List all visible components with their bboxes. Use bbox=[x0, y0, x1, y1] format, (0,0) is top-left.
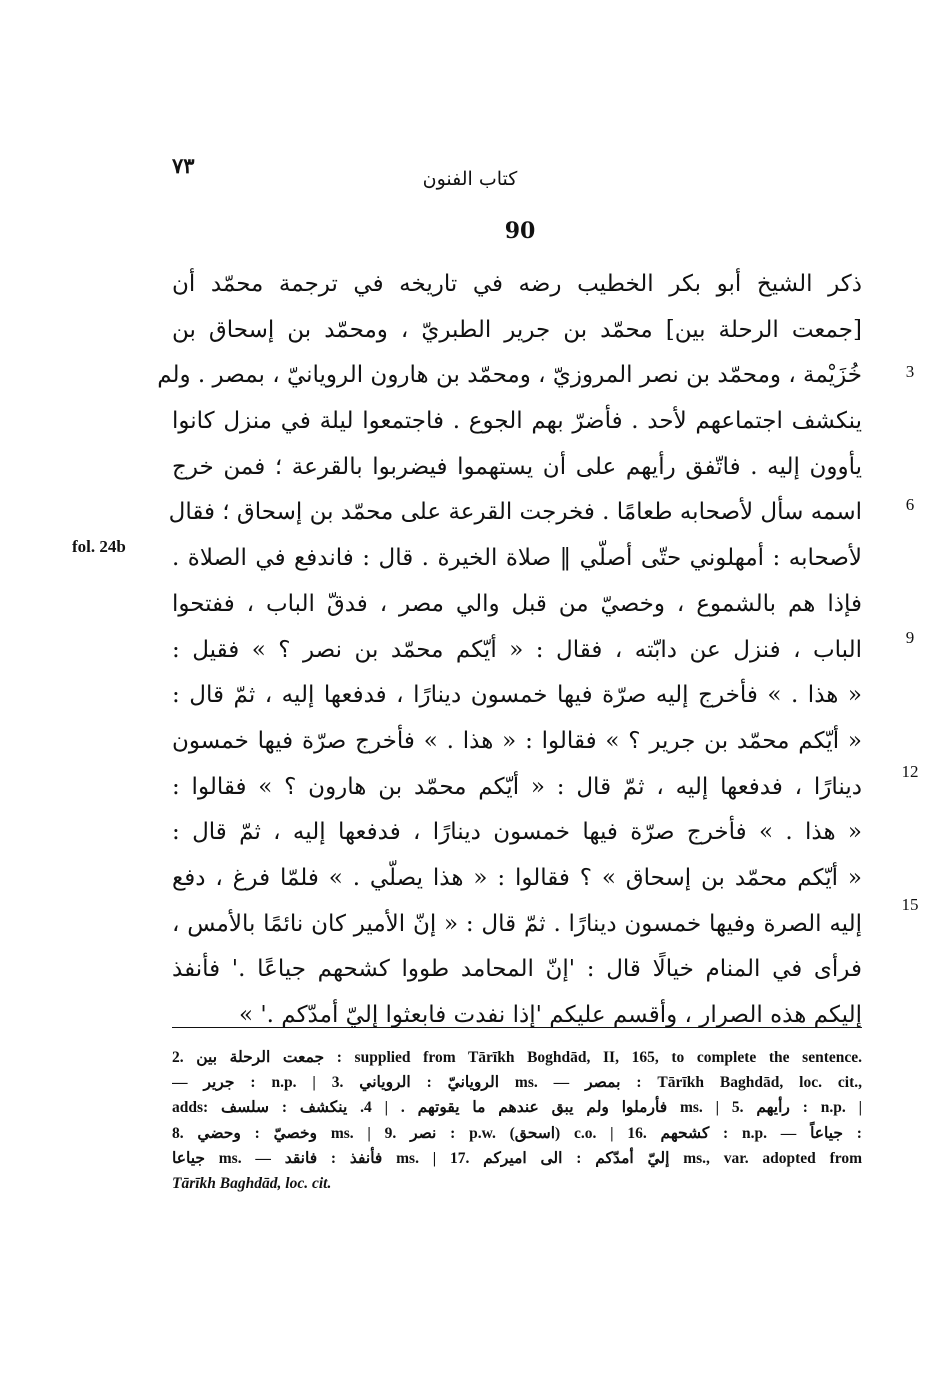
text-line: دينارًا ، فدفعها إليه ، ثمّ قال : « أيّكم محمّد بن هارون ؟ » فقالوا : bbox=[172, 773, 862, 800]
page-number: ٧٣ bbox=[172, 153, 195, 178]
text-line: « هذا . » فأخرج صرّة فيها خمسون دينارًا ، فدفعها إليه ، ثمّ قال : bbox=[172, 819, 862, 846]
text-line: « أيّكم محمّد بن جرير ؟ » فقالوا : « هذا . » فأخرج صرّة فيها خمسون bbox=[172, 727, 862, 754]
text-line: الباب ، فنزل عن دابّته ، فقال : « أيّكم محمّد بن نصر ؟ » فقيل : bbox=[172, 636, 862, 663]
footnote-line: 2. جمعت الرحلة بين : supplied from Tārīkh Boghdād, II, 165, to complete the sentence. bbox=[172, 1049, 862, 1066]
text-line: ينكشف اجتماعهم لأحد . فأضرّ بهم الجوع . فاجتمعوا ليلة في منزل كانوا bbox=[172, 408, 862, 435]
text-line: « هذا . » فأخرج إليه صرّة فيها خمسون دينارًا ، فدفعها إليه ، ثمّ قال : bbox=[172, 682, 862, 709]
line-number: 6 bbox=[905, 495, 915, 514]
folio-marker: fol. 24b bbox=[72, 537, 126, 556]
entry-number: 90 bbox=[504, 218, 536, 244]
line-number: 3 bbox=[905, 362, 915, 381]
text-line: ذكر الشيخ أبو بكر الخطيب رضه في تاريخه في ترجمة محمّد أن bbox=[172, 271, 862, 297]
footnote-line: — جرير : n.p. | 3. الرويانيّ : الروياني ms. — بمصر : Tārīkh Baghdād, loc. cit., bbox=[172, 1074, 862, 1092]
footnote-divider bbox=[172, 1027, 862, 1028]
text-line: « أيّكم محمّد بن إسحاق » ؟ فقالوا : « هذا يصلّي . » فلمّا فرغ ، دفع bbox=[172, 864, 862, 891]
line-number: 15 bbox=[901, 895, 919, 914]
text-line: إليه الصرة وفيها خمسون دينارًا . ثمّ قال : « إنّ الأمير كان نائمًا بالأمس ، bbox=[172, 910, 862, 937]
running-head: كتاب الفنون bbox=[422, 168, 518, 190]
line-number: 9 bbox=[905, 628, 915, 647]
text-line: اسمه سأل لأصحابه طعامًا . فخرجت القرعة على محمّد بن إسحاق ؛ فقال bbox=[168, 499, 862, 526]
footnote-line: adds: فأرملوا ولم يبق عندهم ما يقوتهم . | 4. ينكشف : سلسف ms. | 5. رأيهم : n.p. | bbox=[172, 1099, 862, 1117]
line-number: 12 bbox=[901, 762, 919, 781]
footnote-line: Tārīkh Baghdād, loc. cit. bbox=[172, 1174, 332, 1192]
footnotes bbox=[172, 1045, 862, 1196]
footnote-line: 8. وخصيّ : وحضي ms. | 9. نصر : p.w. (اسحق) c.o. | 16. كشحهم : n.p. — جياعاً : bbox=[172, 1124, 862, 1142]
text-line: يأوون إليه . فاتّفق رأيهم على أن يستهموا فيضربوا بالقرعة ؛ فمن خرج bbox=[172, 453, 862, 480]
text-line: خُزَيْمة ، ومحمّد بن نصر المروزيّ ، ومحمّد بن هارون الرويانيّ ، بمصر . ولم bbox=[157, 362, 862, 389]
text-line: لأصحابه : أمهلوني حتّى أصلّي ‖ صلاة الخيرة . قال : فاندفع في الصلاة . bbox=[172, 545, 862, 572]
text-line: إليكم هذه الصرار ، وأقسم عليكم 'إذا نفدت فابعثوا إليّ أمدّكم .' » bbox=[238, 1002, 862, 1028]
text-line: فرأى في المنام خيالًا قال : 'إنّ المحامد طووا كشحهم جياعًا .' فأنفذ bbox=[172, 956, 862, 983]
text-line: [جمعت الرحلة بين] محمّد بن جرير الطبريّ ، ومحمّد بن إسحاق بن bbox=[172, 316, 862, 343]
main-text bbox=[157, 262, 862, 1039]
text-line: فإذا هم بالشموع ، وخصيّ من قبل والي مصر ، فدقّ الباب ، ففتحوا bbox=[172, 590, 862, 617]
footnote-line: جياعا ms. — فأنفذ : فانقد ms. | 17. إليّ أمدّكم : الى اميركم ms., var. adopted from bbox=[172, 1149, 862, 1167]
